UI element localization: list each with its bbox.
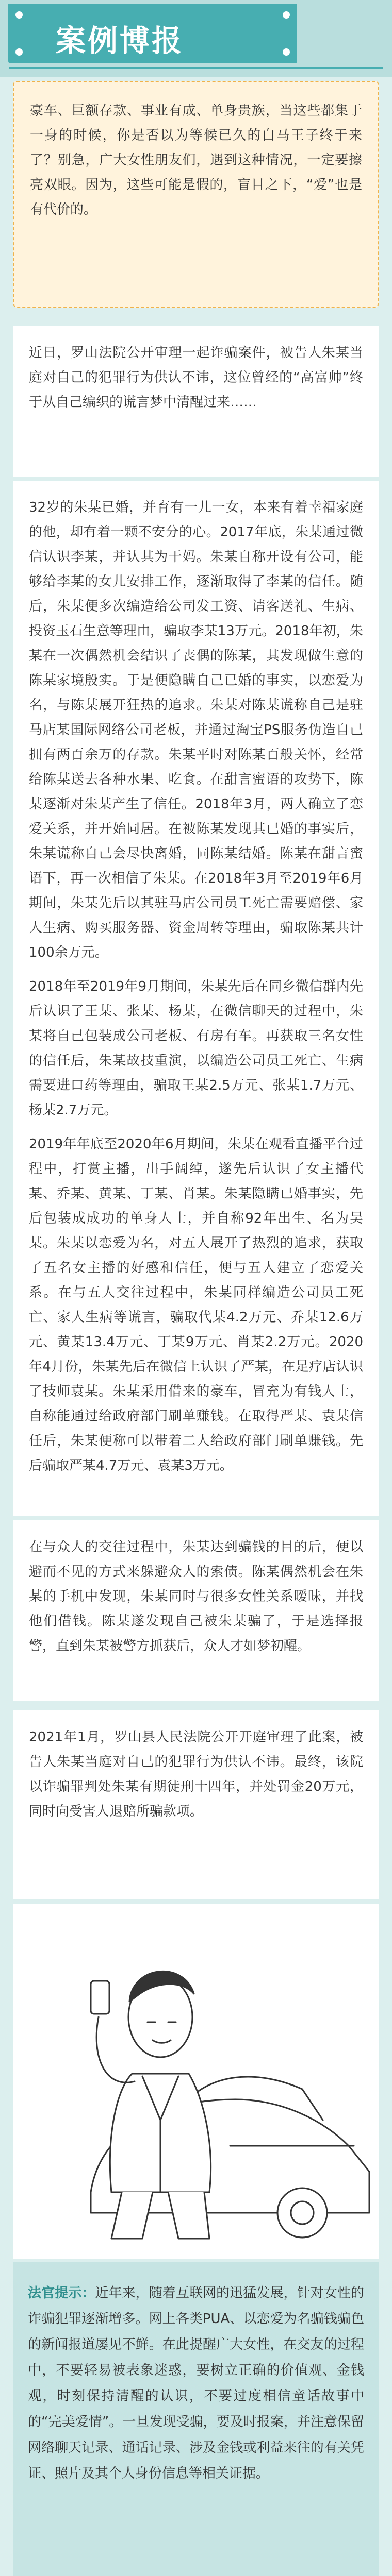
- lead-card: [13, 326, 379, 477]
- tips-body: 近年来，随着互联网的迅猛发展，针对女性的诈骗犯罪逐渐增多。网上各类PUA、以恋爱为名骗钱骗色的新闻报道屡见不鲜。在此提醒广大女性，在交友的过程中，不要轻易被表象迷惑，要树立正确的价值观、金钱观，时刻保持清醒的认识，不要过度相信童话故事中的“完美爱情”。一旦发现受骗，要及时报案，并注意保留网络聊天记录、通话记录、涉及金钱或利益来往的有关凭证、照片及其个人身份信息等相关证据。: [28, 2285, 364, 2481]
- story-paragraph: 32岁的朱某已婚，并育有一儿一女，本来有着幸福家庭的他，却有着一颗不安分的心。2017年底，朱某通过微信认识李某，并认其为干妈。朱某自称开设有公司，能够给李某的女儿安排工作，逐渐取得了李某的信任。随后，朱某便多次编造给公司发工资、请客送礼、生病、投资玉石生意等理由，骗取李某13万元。2018年初，朱某在一次偶然机会结识了丧偶的陈某，其发现做生意的陈某家境殷实。于是便隐瞒自己已婚的事实，以恋爱为名，与陈某展开狂热的追求。朱某对陈某谎称自己是驻马店某国际网络公司老板，并通过淘宝PS服务伪造自己拥有两百余万的存款。朱某平时对陈某百般关怀，经常给陈某送去各种水果、吃食。在甜言蜜语的攻势下，陈某逐渐对朱某产生了信任。2018年3月，两人确立了恋爱关系，并开始同居。在被陈某发现其已婚的事实后，朱某谎称自己会尽快离婚，同陈某结婚。陈某在甜言蜜语下，再一次相信了朱某。在2018年3月至2019年6月期间，朱某先后以其驻马店公司员工死亡需要赔偿、家人生病、购买服务器、资金周转等理由，骗取陈某共计100余万元。: [29, 500, 363, 960]
- illustration: [13, 1904, 379, 2259]
- intro-text: 豪车、巨额存款、事业有成、单身贵族，当这些都集于一身的时候，你是否以为等候已久的白马王子终于来了？别急，广大女性朋友们，遇到这种情况，一定要擦亮双眼。因为，这些可能是假的，盲目之下，“爱”也是有代价的。: [30, 103, 362, 217]
- header-bar: [0, 0, 392, 77]
- judge-tips: [13, 2262, 379, 2576]
- verdict-card: [13, 1710, 379, 1899]
- story-paragraph: 2019年年底至2020年6月期间，朱某在观看直播平台过程中，打赏主播，出手阔绰，遂先后认识了女主播代某、乔某、黄某、丁某、肖某。朱某隐瞒已婚事实，先后包装成成功的单身人士，并自称92年出生、名为吴某。朱某以恋爱为名，对五人展开了热烈的追求，获取了五名女主播的好感和信任，便与五人建立了恋爱关系。在与五人交往过程中，朱某同样编造公司员工死亡、家人生病等谎言，骗取代某4.2万元、乔某12.6万元、黄某13.4万元、丁某9万元、肖某2.2万元。2020年4月份，朱某先后在微信上认识了严某，在足疗店认识了技师袁某。朱某采用借来的豪车，冒充为有钱人士，自称能通过给政府部门刷单赚钱。在取得严某、袁某信任后，朱某便称可以带着二人给政府部门刷单赚钱。先后骗取严某4.7万元、袁某3万元。: [29, 1137, 363, 1473]
- man-with-car-illustration: [13, 1904, 379, 2259]
- decor-dot: [283, 11, 290, 19]
- title-underline: [9, 67, 383, 69]
- story-card: [13, 481, 379, 1516]
- intro-box: [13, 81, 379, 308]
- story-paragraph: 在与众人的交往过程中，朱某达到骗钱的目的后，便以避而不见的方式来躲避众人的索债。陈某偶然机会在朱某的手机中发现，朱某同时与很多女性关系暧昧，并找他们借钱。陈某遂发现自己被朱某骗了，于是选择报警，直到朱某被警方抓获后，众人才如梦初醒。: [29, 1539, 363, 1654]
- page-title: 案例博报: [56, 23, 184, 58]
- verdict-paragraph: 2021年1月，罗山县人民法院公开开庭审理了此案，被告人朱某当庭对自己的犯罪行为供认不讳。最终，该院以诈骗罪判处朱某有期徒刑十四年，并处罚金20万元，同时向受害人退赔所骗款项。: [29, 1730, 363, 1819]
- lead-paragraph: 近日，罗山法院公开审理一起诈骗案件，被告人朱某当庭对自己的犯罪行为供认不讳，这位曾经的“高富帅”终于从自己编织的谎言梦中清醒过来……: [29, 345, 363, 410]
- story-paragraph: 2018年至2019年9月期间，朱某先后在同乡微信群内先后认识了王某、张某、杨某，在微信聊天的过程中，朱某将自己包装成公司老板、有房有车。再获取三名女性的信任后，朱某故技重演，以编造公司员工死亡、生病需要进口药等理由，骗取王某2.5万元、张某1.7万元、杨某2.7万元。: [29, 979, 363, 1118]
- story-card: [13, 1520, 379, 1701]
- tips-label: 法官提示：: [28, 2285, 95, 2301]
- decor-dot: [283, 48, 290, 56]
- title-tab: [8, 4, 297, 63]
- decor-dot: [15, 11, 23, 19]
- decor-dot: [15, 48, 23, 56]
- tips-text: [28, 2280, 364, 2486]
